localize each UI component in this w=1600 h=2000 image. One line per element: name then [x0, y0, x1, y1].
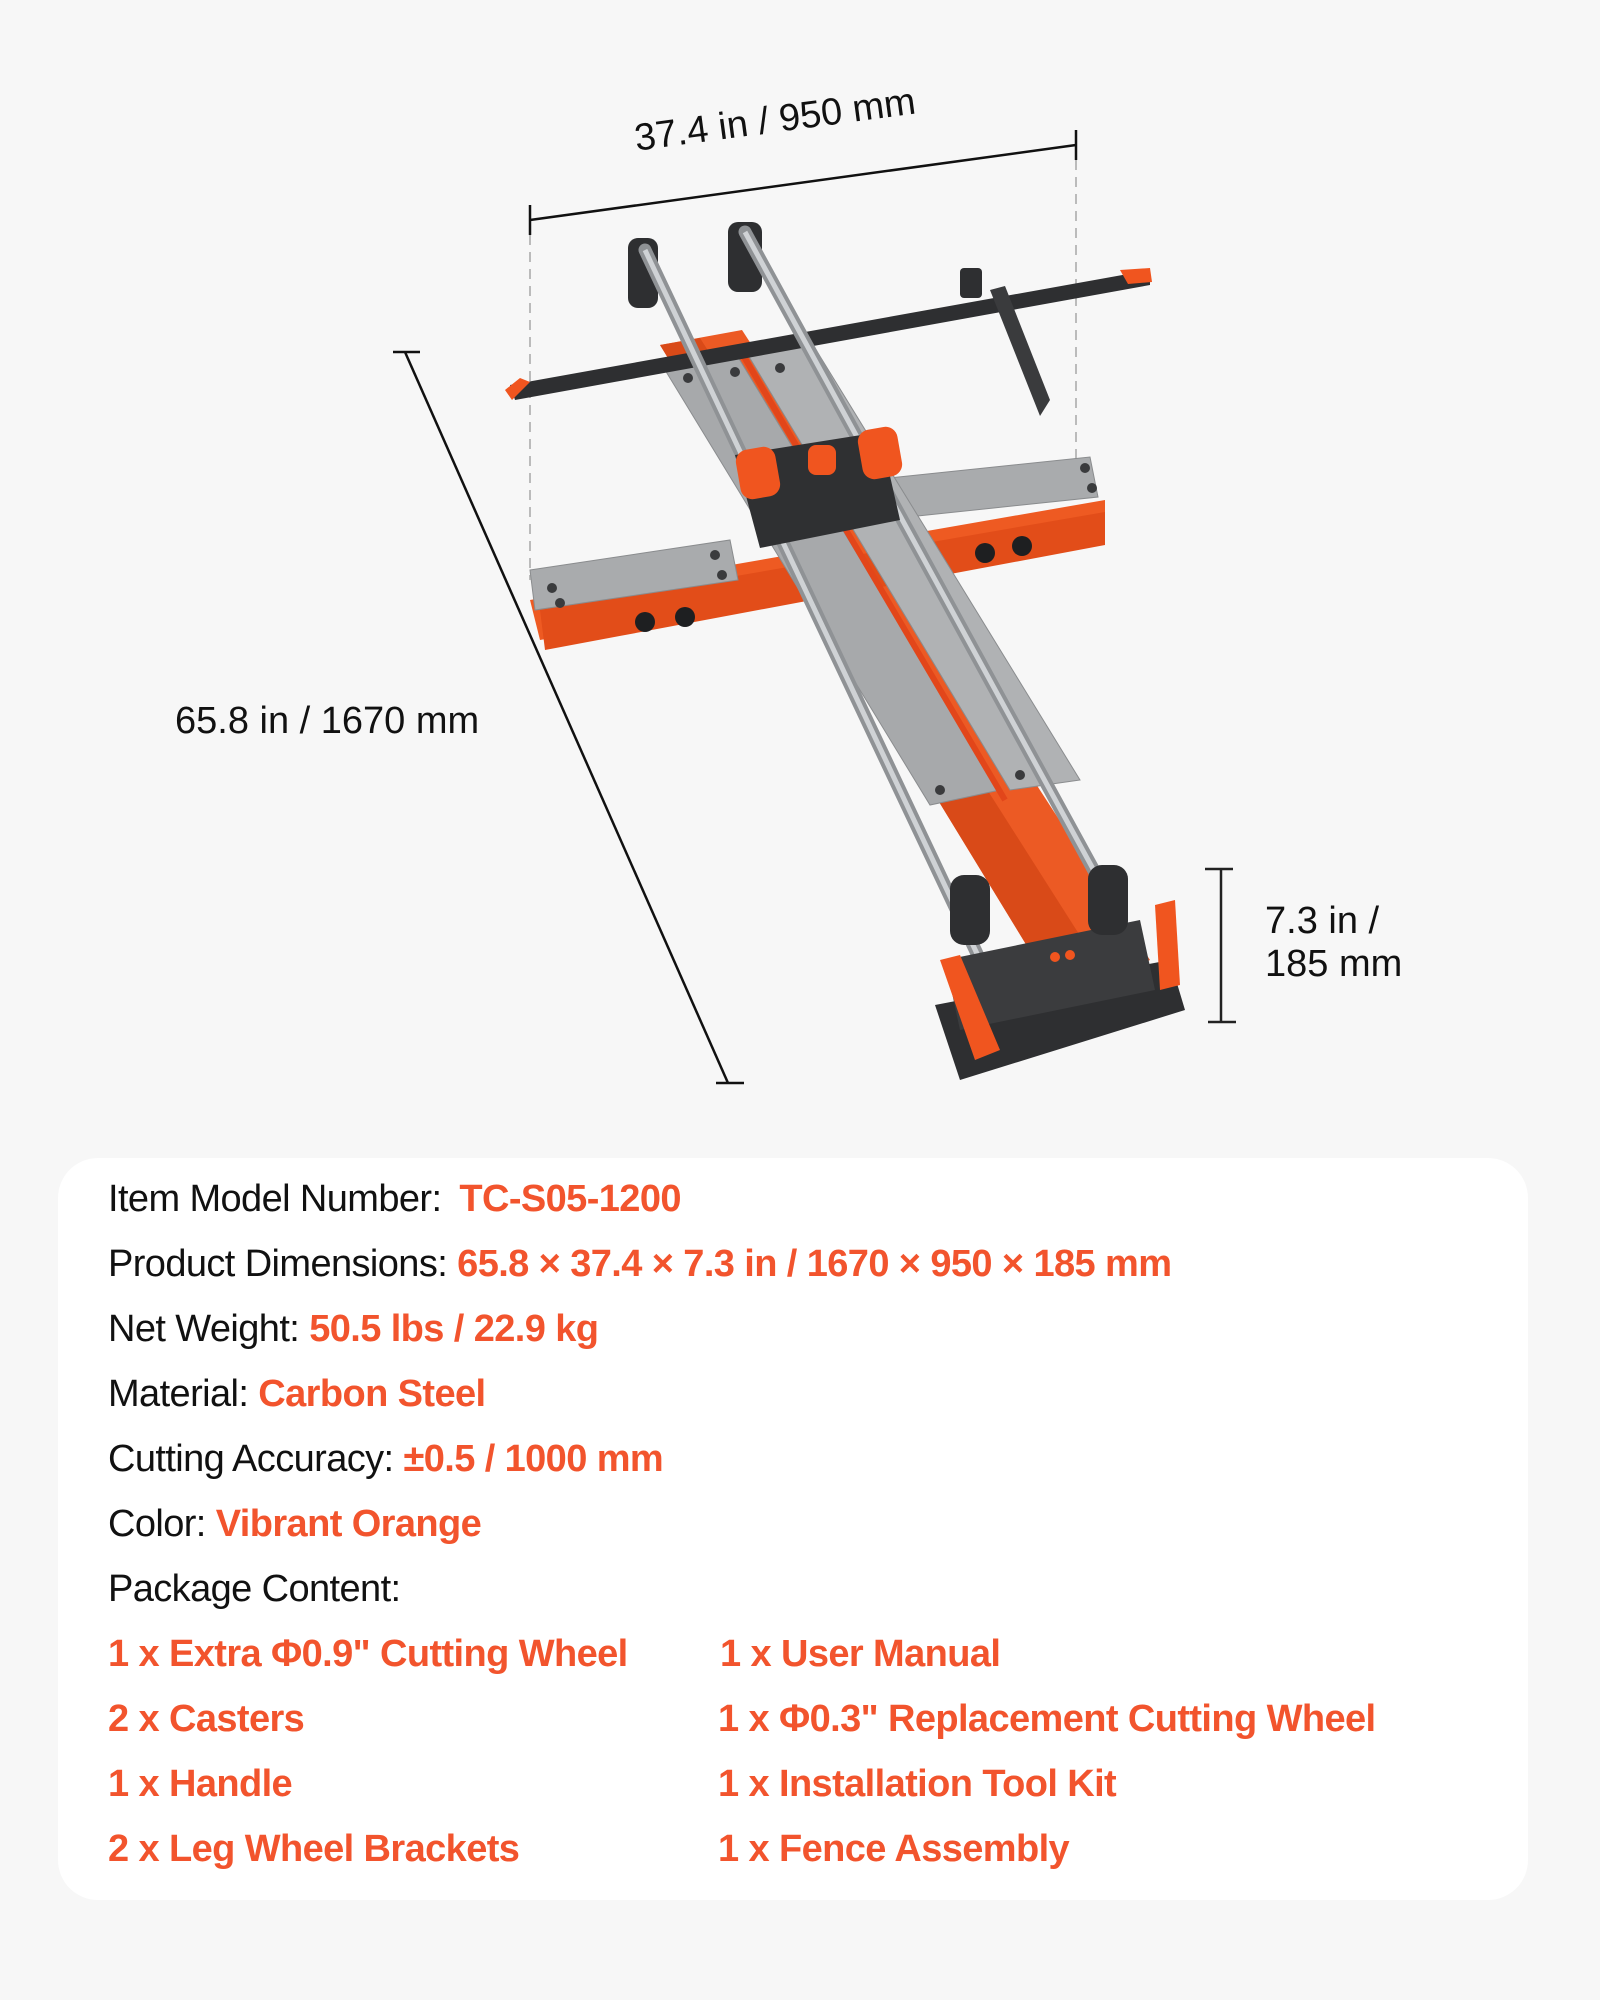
spec-net-weight	[108, 1306, 598, 1352]
package-item: 1 x Handle	[108, 1763, 293, 1805]
package-item: 1 x Φ0.3" Replacement Cutting Wheel	[718, 1698, 1376, 1740]
length-dimension-label: 65.8 in / 1670 mm	[175, 700, 480, 742]
spec-value: 65.8 × 37.4 × 7.3 in / 1670 × 950 × 185 mm	[457, 1243, 1172, 1285]
spec-color	[108, 1501, 481, 1547]
package-item: 1 x User Manual	[720, 1633, 1001, 1675]
height-label-line1: 7.3 in /	[1265, 900, 1380, 942]
knob	[675, 607, 695, 627]
spec-model-number	[108, 1176, 681, 1222]
height-label-line2: 185 mm	[1265, 943, 1403, 985]
spec-cutting-accuracy	[108, 1436, 663, 1482]
knob	[975, 543, 995, 563]
spec-value: 50.5 lbs / 22.9 kg	[309, 1308, 599, 1350]
width-dimension-line	[530, 130, 1076, 235]
spec-value: Vibrant Orange	[215, 1503, 482, 1545]
package-item: 2 x Casters	[108, 1698, 305, 1740]
spec-label: Material:	[108, 1373, 259, 1415]
spec-label: Cutting Accuracy:	[108, 1438, 404, 1480]
spec-label: Color:	[108, 1503, 216, 1545]
package-item: 2 x Leg Wheel Brackets	[108, 1828, 520, 1870]
spec-value: ±0.5 / 1000 mm	[403, 1438, 664, 1480]
package-item: 1 x Extra Φ0.9" Cutting Wheel	[108, 1633, 628, 1675]
height-dimension-label	[1265, 900, 1402, 986]
spec-card	[58, 1158, 1528, 1900]
package-item: 1 x Fence Assembly	[718, 1828, 1070, 1870]
knob	[1012, 536, 1032, 556]
package-item: 1 x Installation Tool Kit	[718, 1763, 1117, 1805]
spec-dimensions	[108, 1241, 1171, 1287]
spec-material	[108, 1371, 485, 1417]
height-dimension-line	[1205, 869, 1236, 1022]
spec-label: Net Weight:	[108, 1308, 310, 1350]
spec-value: TC-S05-1200	[459, 1178, 681, 1220]
package-content-heading	[108, 1566, 401, 1612]
spec-label: Item Model Number:	[108, 1178, 452, 1220]
spec-value: Carbon Steel	[258, 1373, 486, 1415]
package-label: Package Content:	[108, 1568, 401, 1610]
knob	[635, 612, 655, 632]
width-dimension-label: 37.4 in / 950 mm	[632, 80, 919, 160]
spec-label: Product Dimensions:	[108, 1243, 458, 1285]
